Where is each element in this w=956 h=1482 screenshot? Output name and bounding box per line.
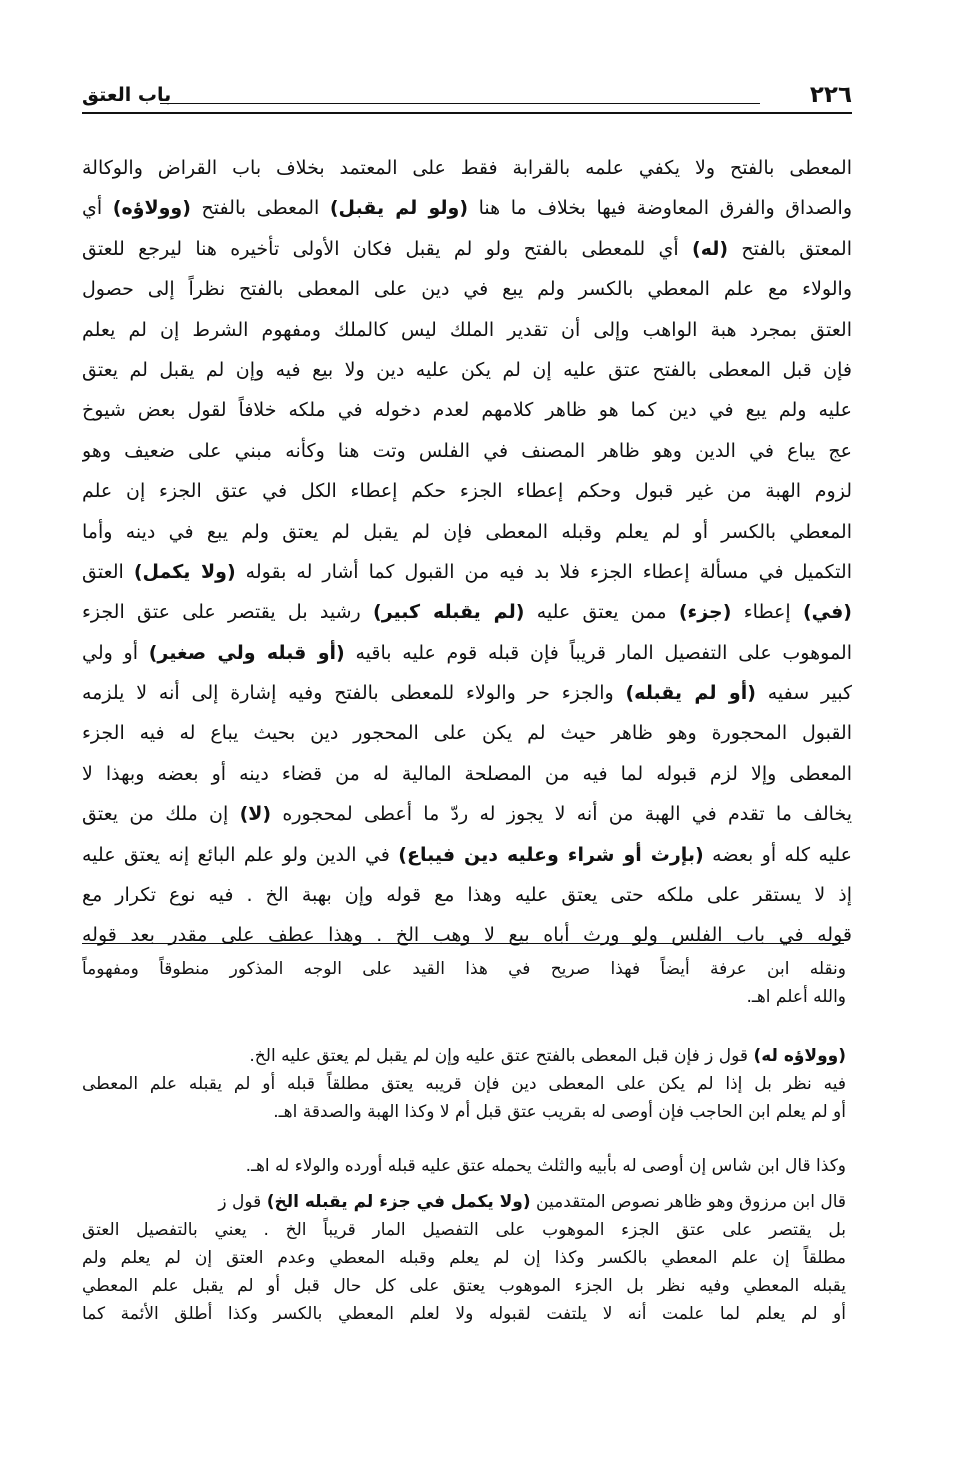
text-run: والله أعلم اهـ. — [746, 987, 846, 1007]
bold-matn-phrase: (جزء) — [678, 601, 732, 624]
main-text-line — [82, 875, 852, 915]
chapter-title: باب العتق — [82, 84, 172, 106]
main-text-line — [82, 673, 852, 713]
footnote-paragraph — [82, 1152, 846, 1180]
text-run: قول ز — [218, 1192, 267, 1212]
text-run: إذ لا يستقر على ملكه حتى يعتق عليه وهذا مع قوله وإن بهبة الخ . فيه نوع تكرار مع — [82, 884, 852, 907]
text-run: بل يقتصر على عتق الجزء الموهوب على التفصيل المار قريباً الخ . يعني بالتفصيل العتق — [82, 1220, 846, 1240]
bold-matn-phrase: (في) — [802, 601, 852, 624]
main-text — [82, 148, 852, 956]
text-run: أو لم يعلم لما علمت أنه لا يلتفت لقبوله ولا لعلم المعطي بالكسر وكذا أطلق الأئمة كما — [82, 1304, 846, 1324]
text-run: المعطى بالفتح — [190, 197, 330, 220]
main-text-line — [82, 310, 852, 350]
text-run: في الدين ولو علم البائع إنه يعتق عليه — [82, 843, 399, 866]
main-text-line — [82, 754, 852, 794]
bold-matn-phrase: (ولا يكمل في جزء لم يقبله الخ) — [266, 1192, 531, 1212]
main-text-line — [82, 512, 852, 552]
bold-matn-phrase: (لا) — [239, 803, 272, 826]
footnote-line — [82, 1098, 846, 1126]
main-text-line — [82, 229, 852, 269]
text-run: التكميل في مسألة إعطاء الجزء فلا بد فيه من القبول كما أشار له بقوله — [235, 560, 852, 583]
bold-matn-phrase: (وولاؤه) — [112, 197, 191, 220]
bold-matn-phrase: (بإرث أو شراء وعليه دين فيباع) — [398, 843, 704, 866]
main-text-line — [82, 633, 852, 673]
footnote-line — [82, 1188, 846, 1216]
page-header — [82, 82, 852, 112]
text-run: عج يباع في الدين وهو ظاهر المصنف في الفلس وتت هنا وكأنه مبني على ضعيف وهو — [82, 439, 852, 462]
footnote-line — [82, 1070, 846, 1098]
text-run: المعتق بالفتح — [728, 237, 852, 260]
main-text-line — [82, 350, 852, 390]
main-text-line — [82, 269, 852, 309]
footnote-line — [82, 1244, 846, 1272]
footnote-line — [82, 1272, 846, 1300]
main-text-line — [82, 835, 852, 875]
text-run: رشيد بل يقتصر على عتق الجزء — [82, 601, 374, 624]
main-text-line — [82, 713, 852, 753]
header-leader-line — [160, 103, 760, 104]
text-run: قوله في باب الفلس ولو ورث أباه بيع لا وهب الخ . وهذا عطف على مقدر بعد قوله — [82, 924, 852, 947]
footnote-line — [82, 1216, 846, 1244]
text-run: يقبله المعطي وفيه نظر بل الجزء الموهوب يعتق على كل حال قبل أو لم يقبل علم المعطي — [82, 1276, 846, 1296]
footnote-separator — [82, 943, 844, 944]
text-run: الموهوب على التفصيل المار قريباً فإن قبله قوم عليه باقيه — [344, 641, 852, 664]
footnote-paragraph — [82, 955, 846, 1011]
bold-matn-phrase: (ولا يكمل) — [133, 560, 236, 583]
main-text-line — [82, 794, 852, 834]
main-text-line — [82, 188, 852, 228]
bold-matn-phrase: (وولاؤه له) — [753, 1046, 846, 1066]
text-run: أو ولي — [82, 641, 149, 664]
footnote-line — [82, 955, 846, 983]
main-text-line — [82, 431, 852, 471]
main-text-line — [82, 148, 852, 188]
text-run: المعطى وإلا لزم قبوله لما فيه من المصلحة المالية له من قضاء دينه أو بعضه وبهذا لا — [82, 762, 852, 785]
text-run: قال ابن مرزوق وهو ظاهر نصوص المتقدمين — [530, 1192, 846, 1212]
text-run: والصداق والفرق المعاوضة فيها بخلاف ما هنا — [468, 197, 852, 220]
bold-matn-phrase: (له) — [692, 237, 729, 260]
text-run: أي للمعطى بالفتح ولو لم يقبل فكان الأولى تأخيره هنا ليرجع للعتق — [82, 237, 693, 260]
footnote-line — [82, 983, 846, 1011]
header-rule — [82, 112, 852, 114]
text-run: أو لم يعلم ابن الحاجب فإن أوصى له بقريب عتق قبل أم لا وكذا الهبة والصدقة اهـ. — [273, 1102, 846, 1122]
bold-matn-phrase: (أو قبله ولي صغير) — [148, 641, 345, 664]
text-run: العتق بمجرد هبة الواهب وإلى أن تقدير الملك ليس كالملك ومفهوم الشرط إن لم يعلم — [82, 318, 852, 341]
footnote-line — [82, 1042, 846, 1070]
text-run: إن ملك من يعتق — [82, 803, 240, 826]
main-text-line — [82, 390, 852, 430]
bold-matn-phrase: (ولو لم يقبل) — [329, 197, 469, 220]
text-run: العتق — [82, 560, 134, 583]
text-run: المعطى بالفتح ولا يكفي علمه بالقرابة فقط على المعتمد بخلاف باب القراض والوكالة — [82, 157, 852, 179]
text-run: قول ز فإن قبل المعطى بالفتح عتق عليه وإن لم يقبل لم يعتق عليه الخ. — [249, 1046, 754, 1066]
footnote-paragraph — [82, 1042, 846, 1126]
text-run: فإن قبل المعطى بالفتح عتق عليه إن لم يكن عليه دين ولا بيع فيه وإن لم يقبل لم يعتق — [82, 358, 852, 381]
main-text-line — [82, 471, 852, 511]
footnote-paragraph — [82, 1188, 846, 1328]
footnote-line — [82, 1300, 846, 1328]
bold-matn-phrase: (أو لم يقبله) — [625, 682, 756, 705]
text-run: ونقله ابن عرفة أيضاً فهذا صريح في هذا القيد على الوجه المذكور منطوقاً ومفهوماً — [82, 959, 846, 979]
main-text-line — [82, 552, 852, 592]
page-number: ٢٢٦ — [809, 82, 852, 108]
text-run: أي — [82, 197, 113, 220]
text-run: القبول المحجورة وهو ظاهر حيث لم يكن على المحجور دين بحيث يباع له فيه الجزء — [82, 722, 852, 745]
text-run: عليه ولم يبع في دين كما هو ظاهر كلامهم لعدم دخوله في ملكه خلافاً لقول بعض شيوخ — [82, 399, 852, 422]
text-run: كبير سفيه — [755, 682, 852, 705]
main-text-line — [82, 592, 852, 632]
text-run: ممن يعتق عليه — [524, 601, 679, 624]
text-run: إعطاء — [731, 601, 803, 624]
text-run: المعطي بالكسر أو لم يعلم وقبله المعطى فإن لم يقبل لم يعتق ولم يبع في دينه وأما — [82, 520, 852, 543]
main-text-line — [82, 915, 852, 955]
footnote-line — [82, 1152, 846, 1180]
text-run: والجزء حر والولاء للمعطى بالفتح وفيه إشارة إلى أنه لا يلزمه — [82, 682, 626, 705]
text-run: والولاء مع علم المعطي بالكسر ولم يبع في دين على المعطى بالفتح نظراً إلى حصول — [82, 278, 852, 301]
text-run: فيه نظر بل إذا لم يكن على المعطى دين فإن قريبه يعتق مطلقاً قبله أو لم يقبله علم المعطى — [82, 1074, 846, 1094]
text-run: وكذا قال ابن شاس إن أوصى له بأبيه والثلث يحمله عتق عليه قبله أورده والولاء له اهـ. — [245, 1156, 846, 1176]
text-run: عليه كله أو بعضه — [703, 843, 852, 866]
text-run: مطلقاً إن علم المعطي بالكسر وكذا إن لم يعلم وقبله المعطي وعدم العتق إن لم يعلم ولم — [82, 1248, 846, 1268]
text-run: يخالف ما تقدم في الهبة من أنه لا يجوز له ردّ ما أعطى لمحجوره — [271, 803, 852, 826]
text-run: لزوم الهبة من غير قبول وحكم إعطاء الجزء حكم إعطاء الكل في عتق الجزء إن علم — [82, 480, 852, 503]
bold-matn-phrase: (لم يقبله كبير) — [373, 601, 525, 624]
